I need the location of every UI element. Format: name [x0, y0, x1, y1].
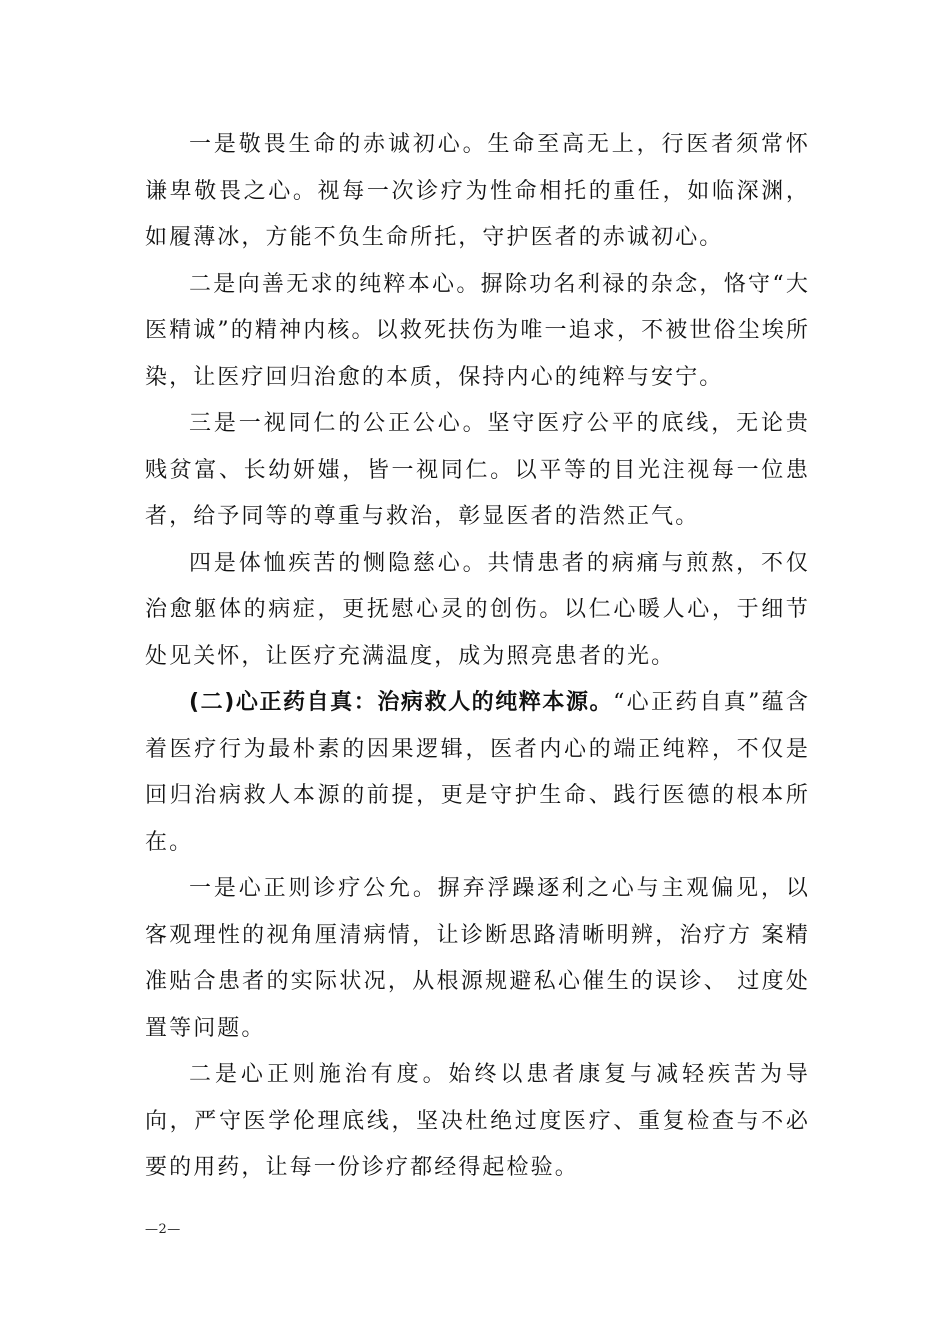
- paragraph: 二是向善无求的纯粹本心。摒除功名利禄的杂念，恪守“大医精诚”的精神内核。以救死扶伤为唯一追求，不被世俗尘埃所染，让医疗回归治愈的本质，保持内心的纯粹与安宁。: [145, 271, 810, 390]
- paragraph: 二是心正则施治有度。始终以患者康复与减轻疾苦为导向，严守医学伦理底线，坚决杜绝过度医疗、重复检查与不必要的用药，让每一份诊疗都经得起检验。: [145, 1062, 810, 1180]
- section-paragraph: [145, 680, 810, 866]
- paragraph: 四是体恤疾苦的恻隐慈心。共情患者的病痛与煎熬，不仅治愈躯体的病症，更抚慰心灵的创伤。以仁心暖人心，于细节处见关怀，让医疗充满温度，成为照亮患者的光。: [145, 550, 810, 669]
- paragraph: 三是一视同仁的公正公心。坚守医疗公平的底线，无论贵贱贫富、长幼妍媸，皆一视同仁。以平等的目光注视每一位患者，给予同等的尊重与救治，彰显医者的浩然正气。: [145, 411, 810, 529]
- section-heading: (二)心正药自真：治病救人的纯粹本源。: [189, 690, 614, 715]
- paragraph: 一是敬畏生命的赤诚初心。生命至高无上，行医者须常怀谦卑敬畏之心。视每一次诊疗为性命相托的重任，如临深渊，如履薄冰，方能不负生命所托，守护医者的赤诚初心。: [145, 132, 810, 250]
- body-text: [145, 122, 810, 1192]
- page-number: —2—: [145, 1222, 181, 1237]
- section-lead-text: “心正药自真”蕴含着医疗行为最朴素的因果逻辑，医者内心的端正纯粹，不仅是回归治病救人本源的前提，更是守护生命、践行医德的根本所在。: [145, 690, 810, 855]
- paragraph: 一是心正则诊疗公允。摒弃浮躁逐利之心与主观偏见，以客观理性的视角厘清病情，让诊断思路清晰明辨，治疗方 案精准贴合患者的实际状况，从根源规避私心催生的误诊、 过度处置等问题。: [145, 876, 810, 1041]
